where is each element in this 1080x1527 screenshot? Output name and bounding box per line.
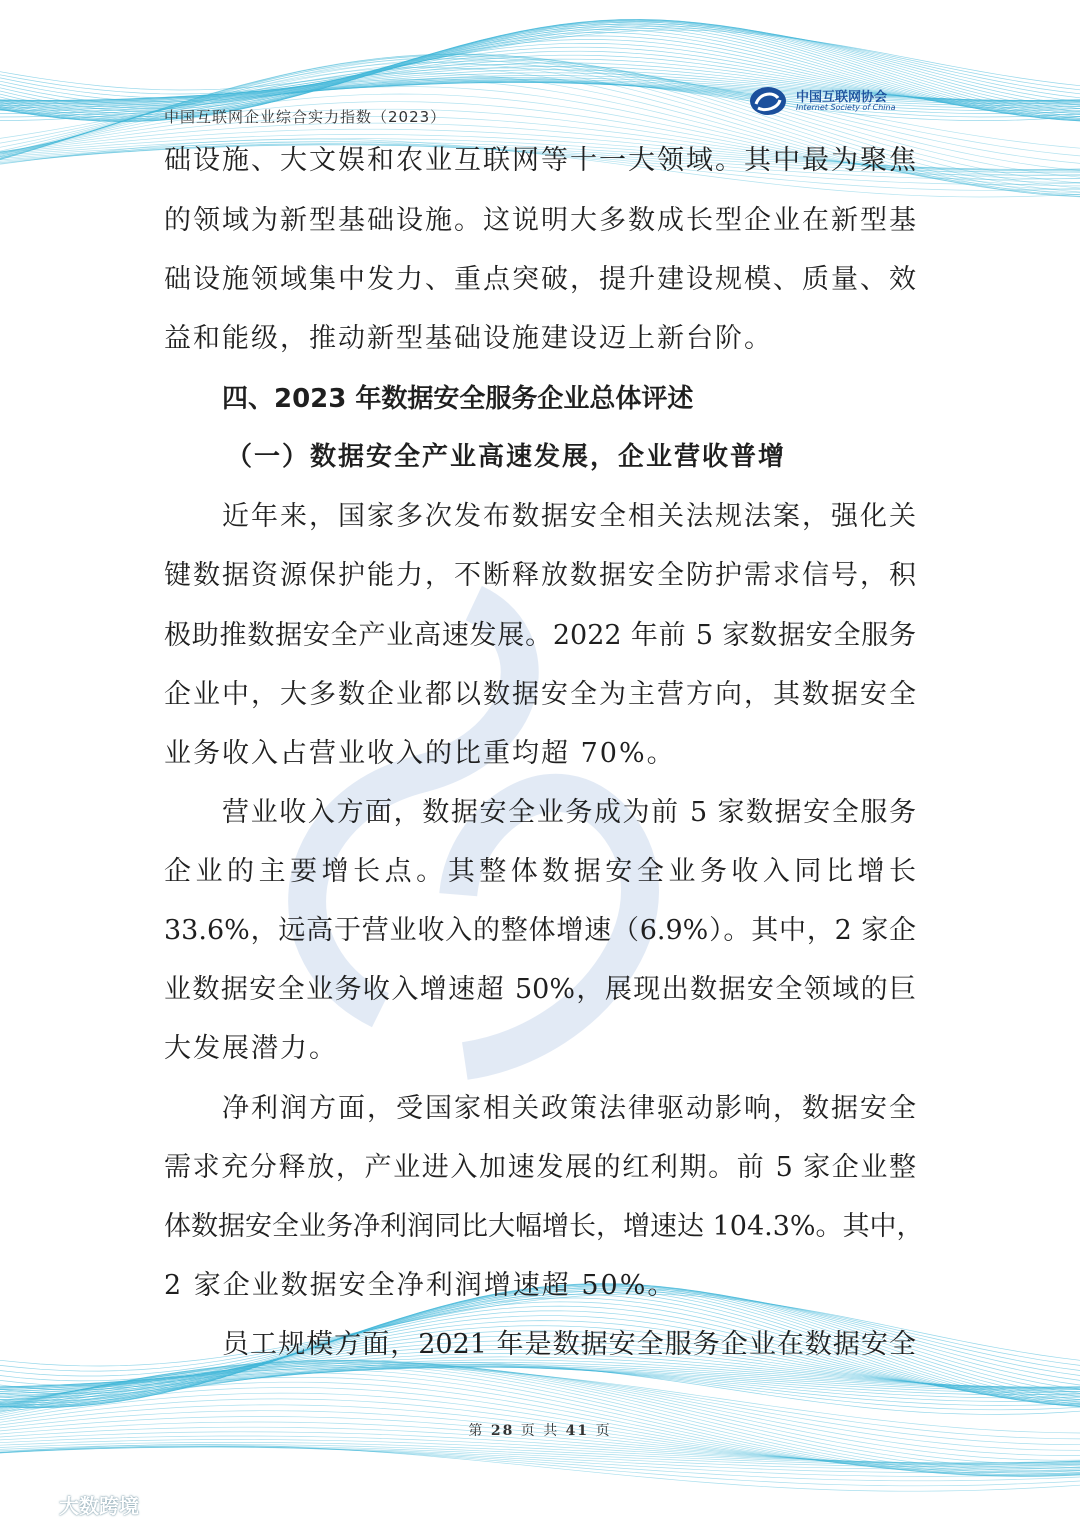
text-line: 础设施领域集中发力、重点突破，提升建设规模、质量、效: [164, 264, 916, 295]
text-line: 益和能级，推动新型基础设施建设迈上新台阶。: [164, 323, 773, 354]
text-line: 体数据安全业务净利润同比大幅增长，增速达 104.3%。其中，: [164, 1211, 924, 1242]
text-line: 近年来，国家多次发布数据安全相关法规法案，强化关: [222, 501, 916, 532]
text-line: 净利润方面，受国家相关政策法律驱动影响，数据安全: [222, 1093, 916, 1124]
text-line: 员工规模方面，2021 年是数据安全服务企业在数据安全: [222, 1329, 916, 1360]
source-name: 大数跨境: [58, 1494, 139, 1518]
org-logo: [748, 84, 908, 118]
text-line: 大发展潜力。: [164, 1033, 338, 1064]
text-line: 33.6%，远高于营业收入的整体增速（6.9%）。其中，2 家企: [164, 915, 916, 946]
subsection-heading: （一）数据安全产业高速发展，企业营收普增: [226, 442, 787, 472]
text-line: 键数据资源保护能力，不断释放数据安全防护需求信号，积: [164, 560, 916, 591]
text-line: 企业中，大多数企业都以数据安全为主营方向，其数据安全: [164, 679, 916, 710]
text-line: 2 家企业数据安全净利润增速超 50%。: [164, 1270, 677, 1301]
text-line: 企业的主要增长点。其整体数据安全业务收入同比增长: [164, 856, 916, 887]
text-line: 的领域为新型基础设施。这说明大多数成长型企业在新型基: [164, 205, 916, 236]
org-name-cn: 中国互联网协会: [796, 90, 888, 105]
text-line: 需求充分释放，产业进入加速发展的红利期。前 5 家企业整: [164, 1152, 916, 1183]
isc-logo-icon: [748, 84, 788, 118]
document-header-title: 中国互联网企业综合实力指数（2023）: [164, 108, 447, 126]
text-line: 业数据安全业务收入增速超 50%，展现出数据安全领域的巨: [164, 974, 916, 1005]
total-pages: 41: [565, 1423, 590, 1439]
footer-middle: 页 共: [520, 1423, 560, 1439]
text-line: 业务收入占营业收入的比重均超 70%。: [164, 738, 676, 769]
section-heading: 四、2023 年数据安全服务企业总体评述: [222, 384, 694, 414]
footer-prefix: 第: [468, 1423, 485, 1439]
org-name-en: Internet Society of China: [796, 103, 896, 112]
page-footer: [0, 1420, 1080, 1440]
page-number: 28: [490, 1423, 515, 1439]
footer-suffix: 页: [595, 1423, 612, 1439]
source-watermark: [12, 1490, 139, 1520]
text-line: 极助推数据安全产业高速发展。2022 年前 5 家数据安全服务: [164, 620, 916, 651]
weibo-icon: [12, 1496, 52, 1520]
text-line: 营业收入方面，数据安全业务成为前 5 家数据安全服务: [222, 797, 916, 828]
text-line: 础设施、大文娱和农业互联网等十一大领域。其中最为聚焦: [164, 145, 916, 176]
